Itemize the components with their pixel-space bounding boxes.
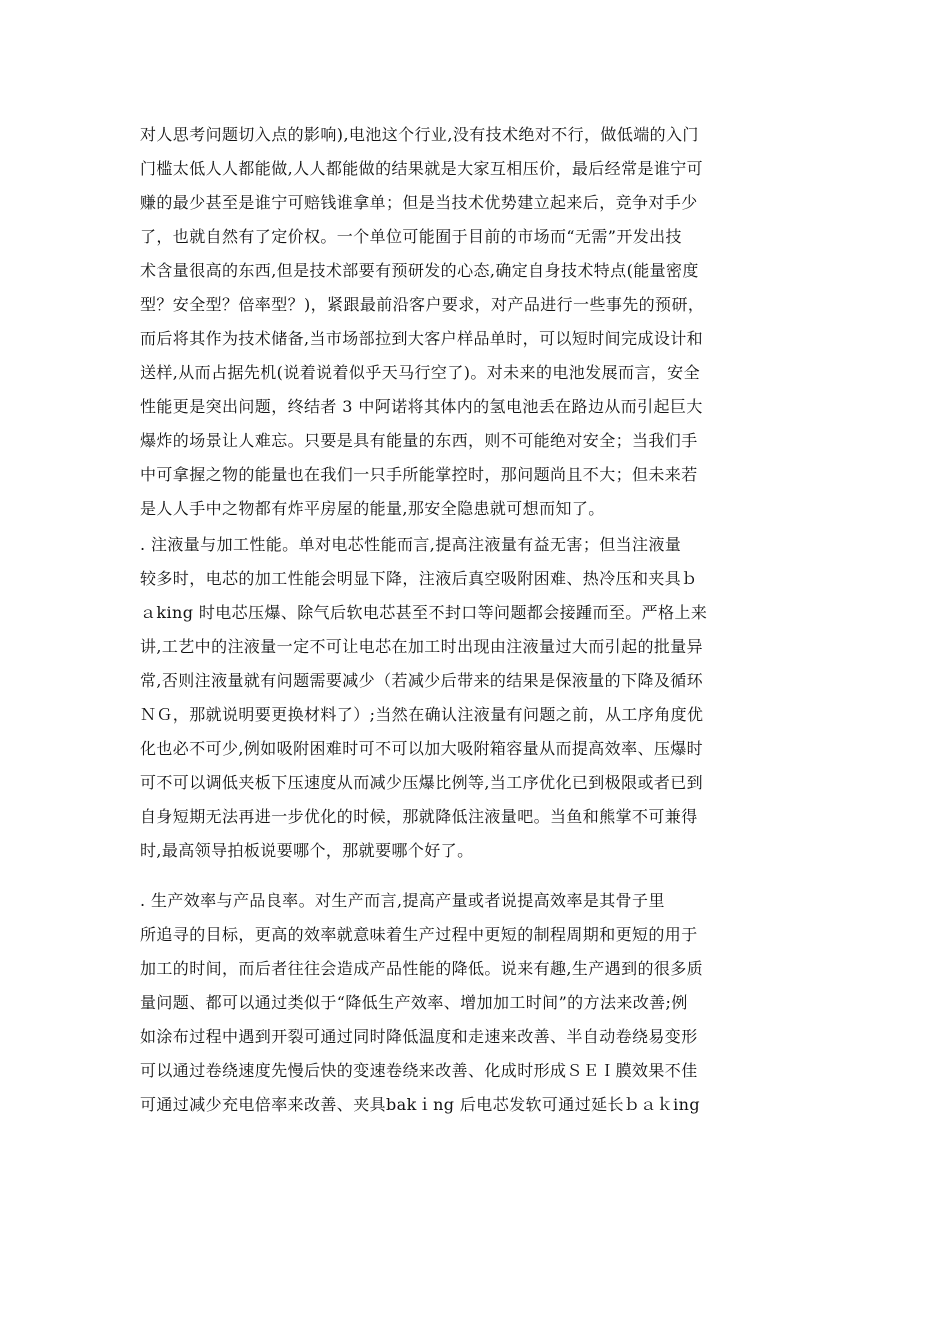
text-line: ＮＧ，那就说明要更换材料了）;当然在确认注液量有问题之前，从工序角度优 xyxy=(140,705,704,724)
text-line: ａking 时电芯压爆、除气后软电芯甚至不封口等问题都会接踵而至。严格上来 xyxy=(140,603,708,622)
text-line: 化也必不可少,例如吸附困难时可不可以加大吸附箱容量从而提高效率、压爆时 xyxy=(140,739,704,758)
text-line: 术含量很高的东西,但是技术部要有预研发的心态,确定自身技术特点(能量密度 xyxy=(140,261,699,280)
text-line: 对人思考问题切入点的影响),电池这个行业,没有技术绝对不行，做低端的入门 xyxy=(140,125,699,144)
text-line: 可不可以调低夹板下压速度从而减少压爆比例等,当工序优化已到极限或者已到 xyxy=(140,773,704,792)
text-line: 加工的时间，而后者往往会造成产品性能的降低。说来有趣,生产遇到的很多质 xyxy=(140,959,704,978)
text-line: 送样,从而占据先机(说着说着似乎天马行空了)。对未来的电池发展而言，安全 xyxy=(140,363,700,382)
text-line: 赚的最少甚至是谁宁可赔钱谁拿单；但是当技术优势建立起来后，竞争对手少 xyxy=(140,193,698,212)
text-line: 而后将其作为技术储备,当市场部拉到大客户样品单时，可以短时间完成设计和 xyxy=(140,329,704,348)
text-line: 型？安全型？倍率型？)，紧跟最前沿客户要求，对产品进行一些事先的预研， xyxy=(140,295,705,314)
text-line: 可通过减少充电倍率来改善、夹具bakｉng 后电芯发软可通过延长ｂａｋing xyxy=(140,1095,700,1114)
list-item-line: . 注液量与加工性能。单对电芯性能而言,提高注液量有益无害；但当注液量 xyxy=(140,535,682,554)
text-line: 时,最高领导拍板说要哪个，那就要哪个好了。 xyxy=(140,841,474,860)
text-line: 门槛太低人人都能做,人人都能做的结果就是大家互相压价，最后经常是谁宁可 xyxy=(140,159,704,178)
text-line: 自身短期无法再进一步优化的时候，那就降低注液量吧。当鱼和熊掌不可兼得 xyxy=(140,807,698,826)
text-line: 可以通过卷绕速度先慢后快的变速卷绕来改善、化成时形成ＳＥＩ膜效果不佳 xyxy=(140,1061,698,1080)
text-line: 了，也就自然有了定价权。一个单位可能囿于目前的市场而“无需”开发出技 xyxy=(140,227,682,246)
text-line: 是人人手中之物都有炸平房屋的能量,那安全隐患就可想而知了。 xyxy=(140,499,605,518)
text-line: 讲,工艺中的注液量一定不可让电芯在加工时出现由注液量过大而引起的批量异 xyxy=(140,637,704,656)
text-line: 较多时，电芯的加工性能会明显下降，注液后真空吸附困难、热冷压和夹具ｂ xyxy=(140,569,698,588)
text-line: 爆炸的场景让人难忘。只要是具有能量的东西，则不可能绝对安全；当我们手 xyxy=(140,431,698,450)
text-line: 如涂布过程中遇到开裂可通过同时降低温度和走速来改善、半自动卷绕易变形 xyxy=(140,1027,698,1046)
text-line: 所追寻的目标，更高的效率就意味着生产过程中更短的制程周期和更短的用于 xyxy=(140,925,698,944)
text-line: 中可拿握之物的能量也在我们一只手所能掌控时，那问题尚且不大；但未来若 xyxy=(140,465,698,484)
text-line: 量问题、都可以通过类似于“降低生产效率、增加加工时间”的方法来改善;例 xyxy=(140,993,688,1012)
list-item-line: . 生产效率与产品良率。对生产而言,提高产量或者说提高效率是其骨子里 xyxy=(140,891,665,910)
text-line: 常,否则注液量就有问题需要减少（若减少后带来的结果是保液量的下降及循环 xyxy=(140,671,704,690)
text-line: 性能更是突出问题，终结者 3 中阿诺将其体内的氢电池丢在路边从而引起巨大 xyxy=(140,397,703,416)
